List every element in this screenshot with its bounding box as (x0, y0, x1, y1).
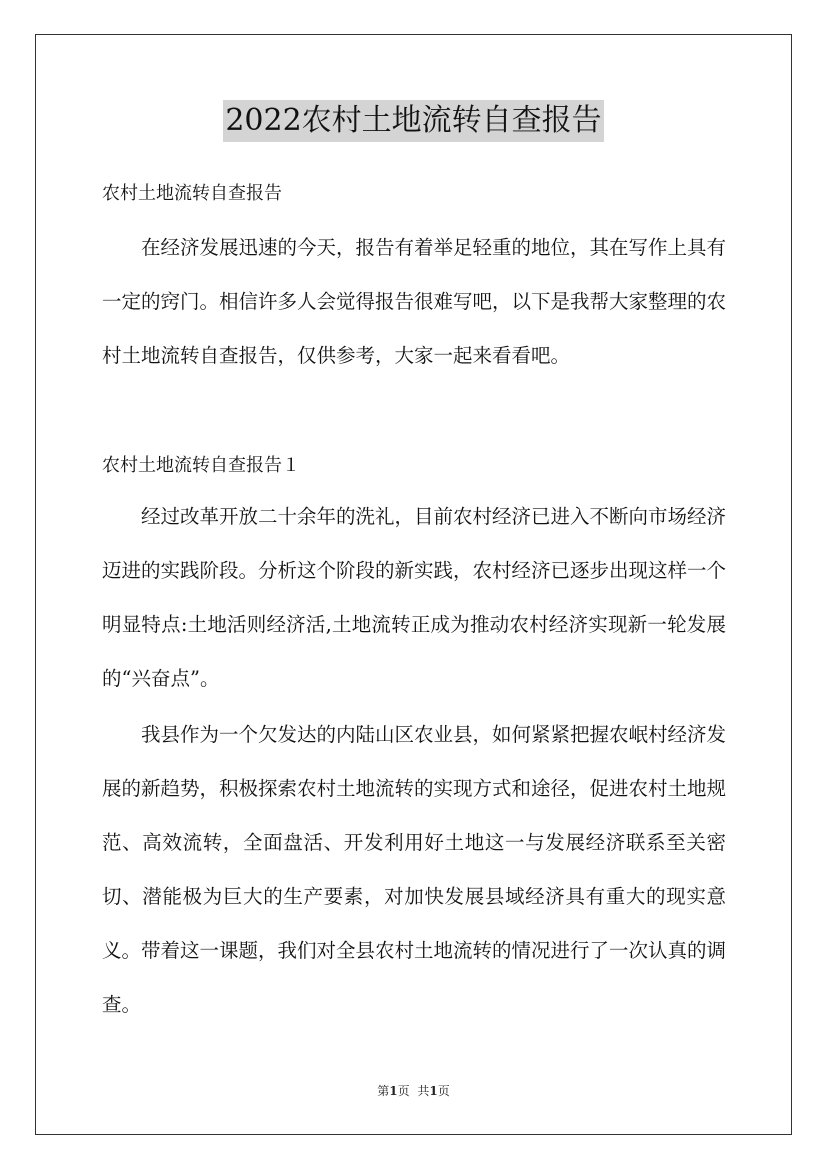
document-title: 2022农村土地流转自查报告 (223, 100, 603, 142)
title-container (0, 100, 827, 142)
section-heading: 农村土地流转自查报告１ (102, 455, 300, 476)
intro-paragraph: 在经济发展迅速的今天，报告有着举足轻重的地位，其在写作上具有一定的窍门。相信许多人会觉得报告很难写吧，以下是我帮大家整理的农村土地流转自查报告，仅供参考，大家一起来看看吧。 (102, 236, 727, 367)
footer-page-suffix: 页 (397, 1084, 410, 1098)
page-footer (0, 1083, 827, 1099)
footer-total-prefix: 共 (417, 1084, 430, 1098)
footer-total-suffix: 页 (437, 1084, 450, 1098)
document-subtitle: 农村土地流转自查报告 (102, 183, 282, 204)
footer-page-number: 1 (389, 1084, 398, 1098)
body-paragraph-2: 我县作为一个欠发达的内陆山区农业县，如何紧紧把握农岷村经济发展的新趋势，积极探索农村土地流转的实现方式和途径，促进农村土地规范、高效流转，全面盘活、开发利用好土地这一与发展经济联系至关密切、潜能极为巨大的生产要素，对加快发展县域经济具有重大的现实意义。带着这一课题，我们对全县农村土地流转的情况进行了一次认真的调查。 (102, 723, 727, 1016)
footer-page-prefix: 第 (377, 1084, 390, 1098)
footer-total-pages: 1 (429, 1084, 438, 1098)
body-paragraph-1: 经过改革开放二十余年的洗礼，目前农村经济已进入不断向市场经济迈进的实践阶段。分析这个阶段的新实践，农村经济已逐步出现这样一个明显特点:土地活则经济活,土地流转正成为推动农村经济实现新一轮发展的“兴奋点”。 (102, 505, 727, 690)
